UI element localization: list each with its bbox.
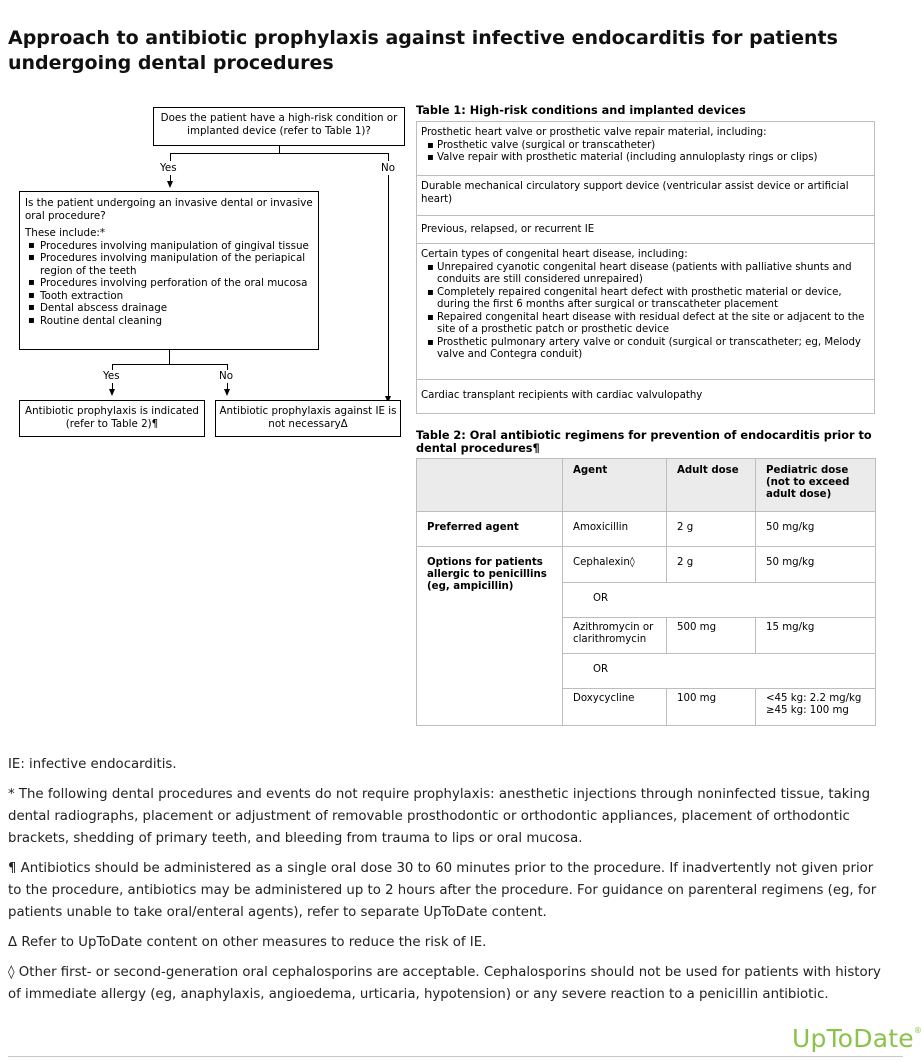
footnote-asterisk: * The following dental procedures and events do not require prophylaxis: anesthetic injections through noninfected tissue, taking dental radiographs, placement or adjustment of removable prosthodontic or orthodontic appliances, placement of orthodontic brackets, shedding of primary teeth, and bleeding from trauma to lips or oral mucosa. [8,787,871,846]
table1-row-text: Prosthetic heart valve or prosthetic valve repair material, including: [421,127,767,138]
table-row [417,512,876,547]
arrow-down-icon [109,389,115,396]
arrow-down-icon [167,181,173,188]
footnote-pilcrow: ¶ Antibiotics should be administered as a single oral dose 30 to 60 minutes prior to the procedure. If inadvertently not given prior to the procedure, antibiotics may be administered up to 2 hours after the procedure. For guidance on parenteral regimens (eg, for patients unable to take oral/enteral agents), refer to separate UpToDate content. [8,861,877,920]
pediatric-dose-under-45kg: <45 kg: 2.2 mg/kg [766,693,862,704]
table1-row [417,175,874,215]
procedure-item: ▪ Routine dental cleaning [25,315,313,328]
logo-text: UpToDate [792,1024,914,1053]
arrow-down-icon [224,389,230,396]
agent-cell: Amoxicillin [563,512,667,547]
table1-title: Table 1: High-risk conditions and implanted devices [416,104,746,117]
footnote-abbreviation: IE: infective endocarditis. [8,757,177,772]
procedure-item: ▪ Dental abscess drainage [25,302,313,315]
procedures-list [25,240,313,328]
pediatric-dose-cell: 50 mg/kg [756,512,876,547]
connector-line [170,153,171,161]
question-high-risk-box [153,107,405,146]
table2-header-cell [417,459,563,512]
table1 [416,121,875,414]
connector-line [388,153,389,161]
footnotes [8,754,888,1014]
pediatric-dose-over-45kg: ≥45 kg: 100 mg [766,705,849,716]
registered-mark: ® [913,1026,922,1035]
question-high-risk-text: Does the patient have a high-risk condition or implanted device (refer to Table 1)? [160,112,398,137]
adult-dose-cell: 2 g [667,547,756,583]
agent-cell: Azithromycin or clarithromycin [563,618,667,654]
connector-line [170,153,389,154]
connector-line [279,146,280,153]
pediatric-dose-cell: 15 mg/kg [756,618,876,654]
yes-label: Yes [160,162,177,174]
table1-row-text: Durable mechanical circulatory support device (ventricular assist device or artificial heart) [421,181,849,205]
pediatric-dose-cell [756,689,876,726]
table1-row-text: Previous, relapsed, or recurrent IE [421,224,595,235]
table2-header-cell: Agent [563,459,667,512]
adult-dose-cell: 100 mg [667,689,756,726]
table1-row-list [421,140,870,165]
yes-label: Yes [103,370,120,382]
connector-line [388,175,389,396]
uptodate-logo [792,1024,922,1053]
table1-row-list [421,262,870,362]
table1-row [417,379,874,413]
adult-dose-cell: 500 mg [667,618,756,654]
adult-dose-cell: 2 g [667,512,756,547]
or-separator: OR [563,654,876,689]
agent-cell: Doxycycline [563,689,667,726]
procedures-intro: These include:* [25,227,106,239]
procedure-item: ▪ Procedures involving manipulation of gingival tissue [25,240,313,253]
outcome-prophylaxis-indicated-box [19,400,205,437]
footnote-delta: Δ Refer to UpToDate content on other measures to reduce the risk of IE. [8,935,487,950]
agent-cell: Cephalexin◊ [563,547,667,583]
table1-row-text: Cardiac transplant recipients with cardiac valvulopathy [421,390,703,401]
table1-row-text: Certain types of congenital heart disease, including: [421,249,688,260]
table2-title: Table 2: Oral antibiotic regimens for prevention of endocarditis prior to dental procedures¶ [416,429,872,455]
table1-list-item: ▪ Valve repair with prosthetic material (including annuloplasty rings or clips) [421,152,870,165]
table1-list-item: ▪ Unrepaired cyanotic congenital heart disease (patients with palliative shunts and conduits are still considered unrepaired) [421,262,870,287]
pediatric-dose-cell: 50 mg/kg [756,547,876,583]
no-label: No [381,162,396,174]
table1-list-item: ▪ Completely repaired congenital heart defect with prosthetic material or device, during the first 6 months after surgical or transcatheter placement [421,287,870,312]
table2-header-row [417,459,876,512]
or-separator: OR [563,583,876,618]
table1-row [417,215,874,243]
outcome-prophylaxis-indicated-text: Antibiotic prophylaxis is indicated (refer to Table 2)¶ [25,405,199,430]
table1-row [417,122,874,175]
procedure-item: ▪ Procedures involving manipulation of the periapical region of the teeth [25,252,313,277]
connector-line [112,364,228,365]
table1-row [417,243,874,379]
table2 [416,458,876,726]
question-invasive-procedure-box [19,191,319,350]
procedure-item: ▪ Tooth extraction [25,290,313,303]
table2-header-cell: Adult dose [667,459,756,512]
table1-list-item: ▪ Repaired congenital heart disease with residual defect at the site or adjacent to the site of a prosthetic patch or prosthetic device [421,312,870,337]
preferred-agent-label: Preferred agent [417,512,563,547]
outcome-prophylaxis-not-necessary-text: Antibiotic prophylaxis against IE is not necessaryΔ [219,405,397,430]
table-row [417,547,876,583]
bottom-divider [8,1056,903,1057]
footnote-diamond: ◊ Other first- or second-generation oral cephalosporins are acceptable. Cephalosporins should not be used for patients with history of immediate allergy (eg, anaphylaxis, angioedema, urticaria, hypotension) or any severe reaction to a penicillin antibiotic. [8,965,881,1002]
table1-list-item: ▪ Prosthetic pulmonary artery valve or conduit (surgical or transcatheter; eg, Melody valve and Contegra conduit) [421,337,870,362]
no-label: No [219,370,234,382]
page-title: Approach to antibiotic prophylaxis against infective endocarditis for patients undergoing dental procedures [8,27,838,74]
outcome-prophylaxis-not-necessary-box [215,400,401,437]
table2-header-cell: Pediatric dose (not to exceed adult dose) [756,459,876,512]
question-invasive-procedure-text: Is the patient undergoing an invasive dental or invasive oral procedure? [25,197,313,222]
allergic-options-label: Options for patients allergic to penicillins (eg, ampicillin) [417,547,563,726]
procedure-item: ▪ Procedures involving perforation of the oral mucosa [25,277,313,290]
connector-line [169,350,170,364]
table1-list-item: ▪ Prosthetic valve (surgical or transcatheter) [421,140,870,153]
